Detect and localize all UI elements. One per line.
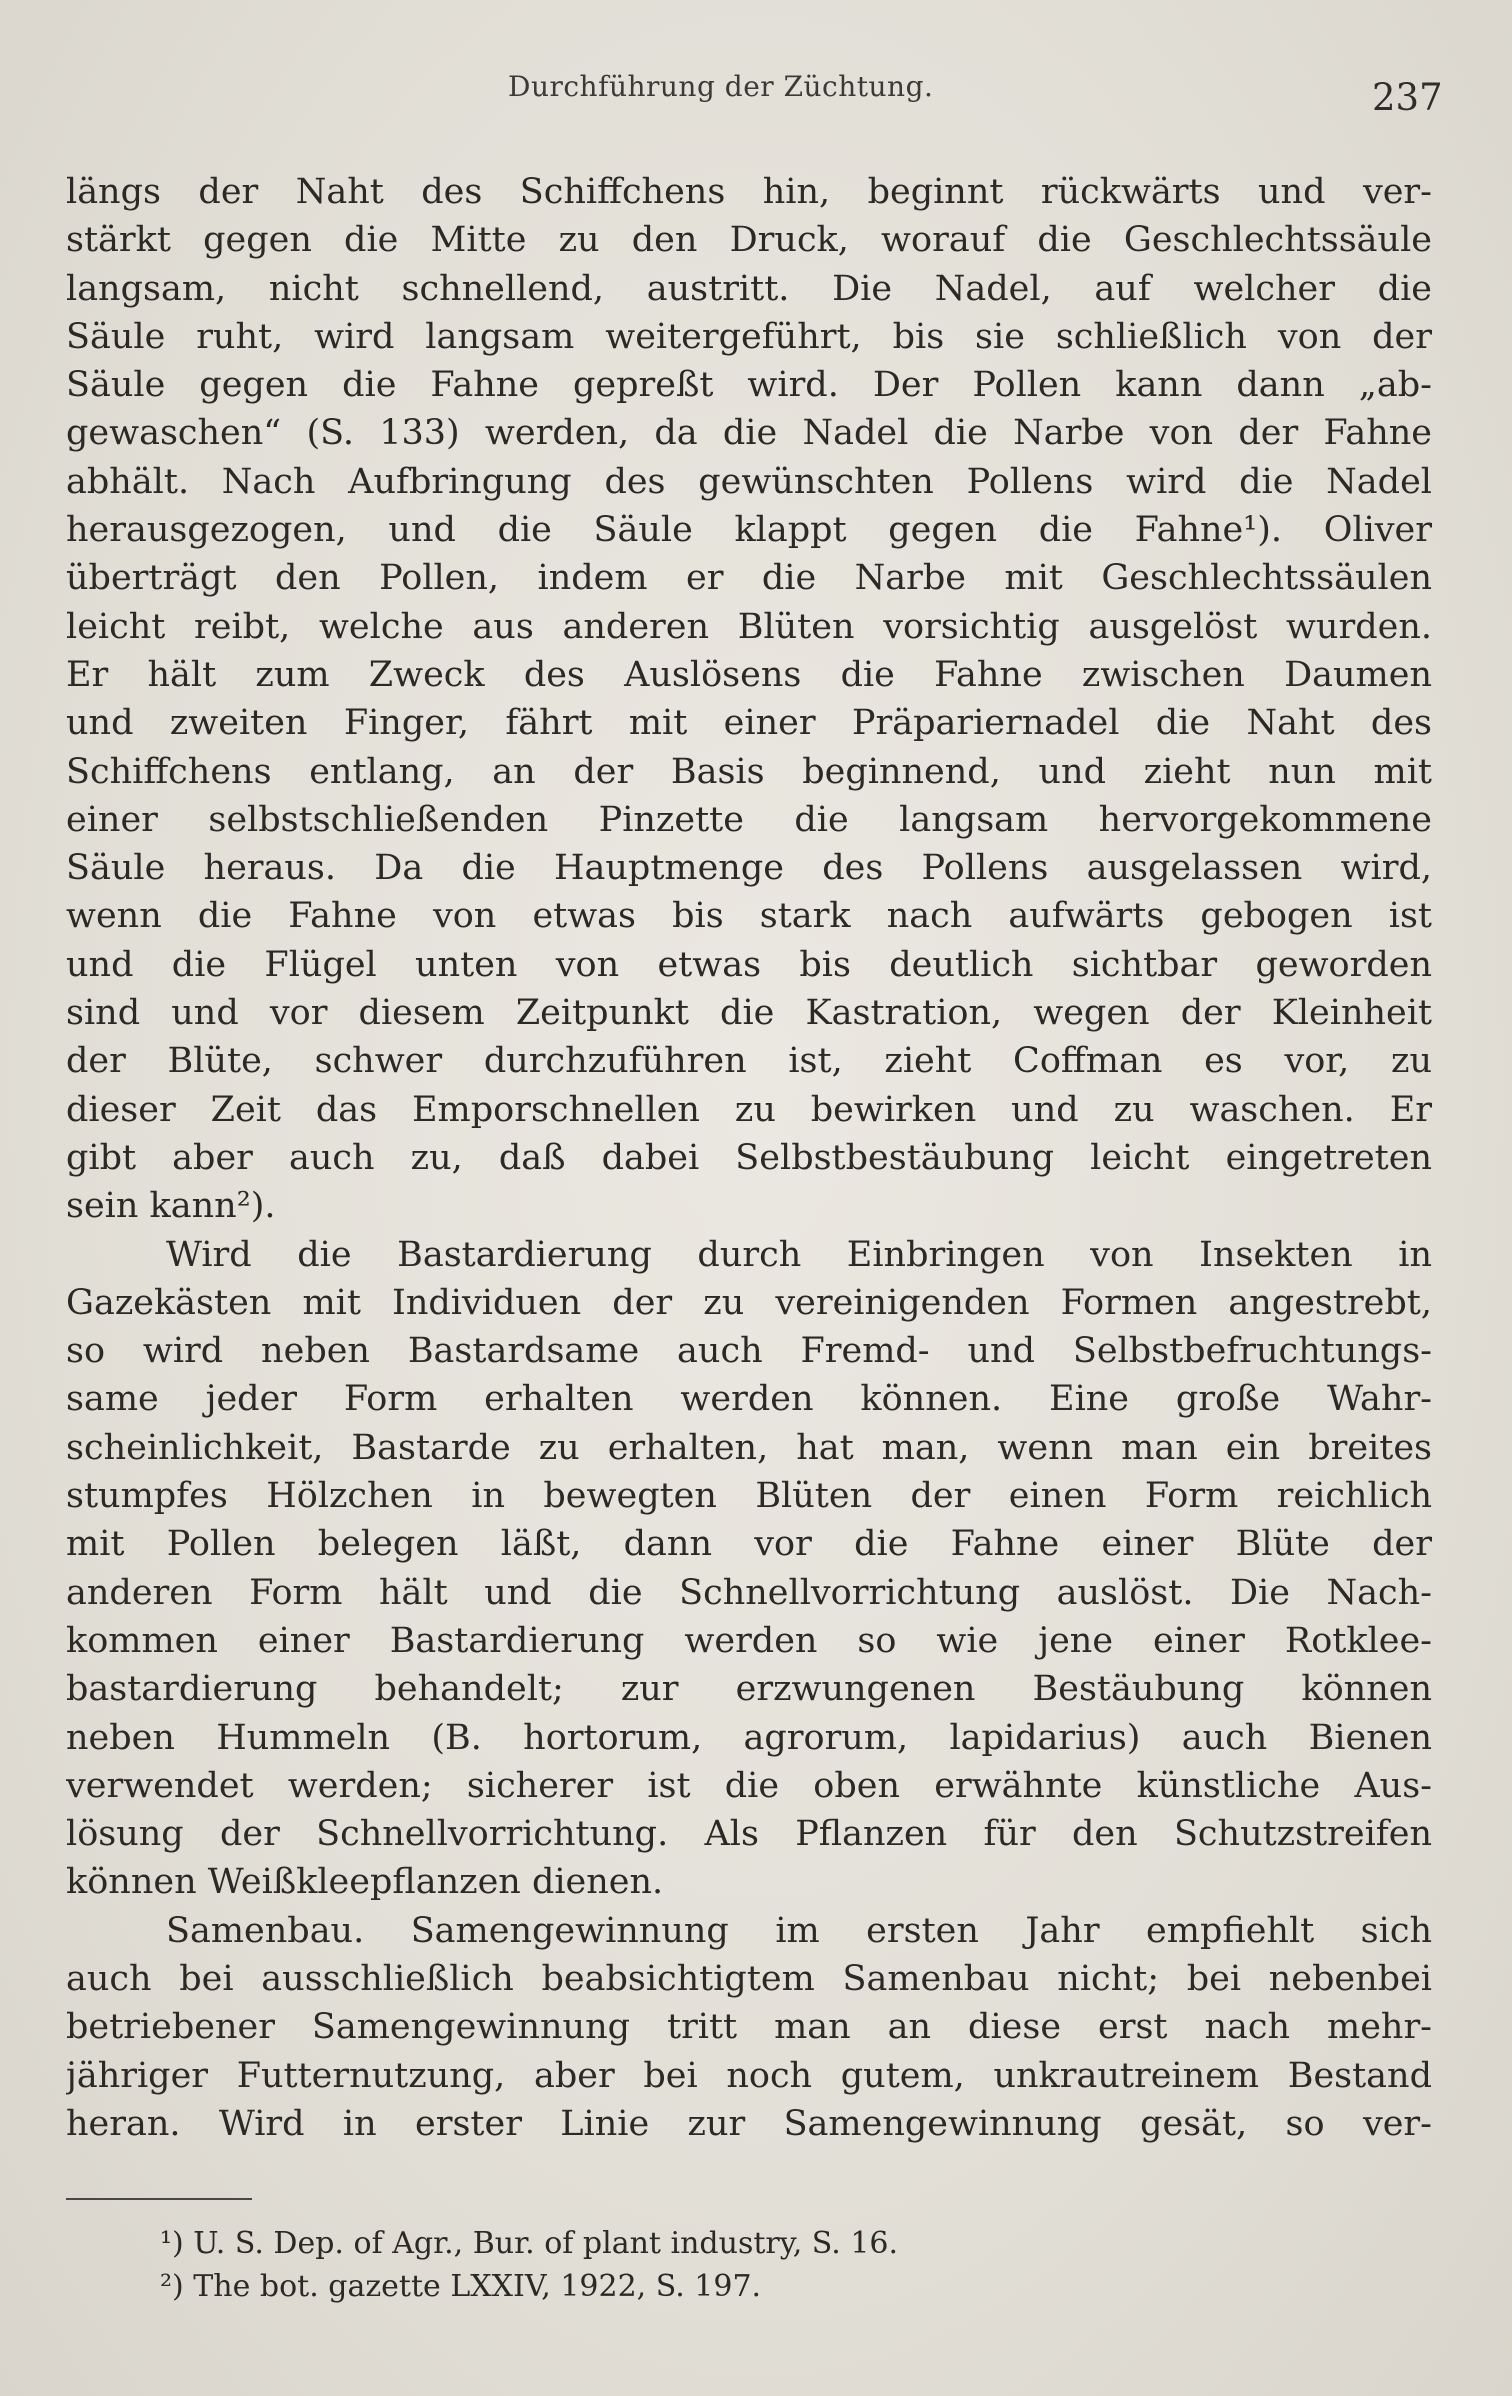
text-line: der Blüte, schwer durchzuführen ist, zieht Coffman es vor, zu (66, 1041, 1432, 1082)
text-line: Wird die Bastardierung durch Einbringen von Insekten in (166, 1234, 1432, 1275)
text-line: Samenbau. Samengewinnung im ersten Jahr empfiehlt sich (166, 1910, 1432, 1951)
text-line: Gazekästen mit Individuen der zu vereinigenden Formen angestrebt, (66, 1282, 1432, 1323)
text-line: neben Hummeln (B. hortorum, agrorum, lapidarius) auch Bienen (66, 1717, 1432, 1758)
text-line: abhält. Nach Aufbringung des gewünschten Pollens wird die Nadel (66, 461, 1432, 502)
text-line: anderen Form hält und die Schnellvorrichtung auslöst. Die Nach- (66, 1572, 1432, 1613)
footnote-2: ²) The bot. gazette LXXIV, 1922, S. 197. (160, 2269, 762, 2304)
text-line: und die Flügel unten von etwas bis deutlich sichtbar geworden (66, 944, 1432, 985)
text-line: verwendet werden; sicherer ist die oben erwähnte künstliche Aus- (66, 1765, 1432, 1806)
text-line: gibt aber auch zu, daß dabei Selbstbestäubung leicht eingetreten (66, 1137, 1432, 1178)
text-line: gewaschen“ (S. 133) werden, da die Nadel die Narbe von der Fahne (66, 413, 1432, 454)
text-line: herausgezogen, und die Säule klappt gegen die Fahne¹). Oliver (66, 510, 1432, 551)
text-line: Er hält zum Zweck des Auslösens die Fahne zwischen Daumen (66, 654, 1432, 695)
running-title: Durchführung der Züchtung. (508, 70, 934, 103)
text-line: überträgt den Pollen, indem er die Narbe mit Geschlechtssäulen (66, 558, 1432, 599)
text-line: Säule ruht, wird langsam weitergeführt, bis sie schließlich von der (66, 316, 1432, 357)
text-line: Säule heraus. Da die Hauptmenge des Pollens ausgelassen wird, (66, 848, 1432, 889)
text-line: sein kann²). (66, 1186, 276, 1227)
page-number: 237 (1372, 76, 1443, 119)
text-line: sind und vor diesem Zeitpunkt die Kastration, wegen der Kleinheit (66, 993, 1432, 1034)
text-line: betriebener Samengewinnung tritt man an diese erst nach mehr- (66, 2007, 1432, 2048)
body-text (66, 168, 1432, 2148)
text-line: wenn die Fahne von etwas bis stark nach aufwärts gebogen ist (66, 896, 1432, 937)
text-line: können Weißkleepflanzen dienen. (66, 1862, 664, 1903)
text-line: bastardierung behandelt; zur erzwungenen Bestäubung können (66, 1669, 1432, 1710)
text-line: Schiffchens entlang, an der Basis beginnend, und zieht nun mit (66, 751, 1432, 792)
text-line: stärkt gegen die Mitte zu den Druck, worauf die Geschlechtssäule (66, 220, 1432, 261)
footnotes (160, 2222, 1160, 2308)
text-line: und zweiten Finger, fährt mit einer Präpariernadel die Naht des (66, 703, 1432, 744)
text-line: einer selbstschließenden Pinzette die langsam hervorgekommene (66, 799, 1432, 840)
text-line: längs der Naht des Schiffchens hin, beginnt rückwärts und ver- (66, 172, 1432, 212)
text-line: heran. Wird in erster Linie zur Samengewinnung gesät, so ver- (66, 2103, 1432, 2144)
text-line: langsam, nicht schnellend, austritt. Die Nadel, auf welcher die (66, 268, 1432, 309)
text-line: leicht reibt, welche aus anderen Blüten vorsichtig ausgelöst wurden. (66, 606, 1432, 647)
text-line: scheinlichkeit, Bastarde zu erhalten, hat man, wenn man ein breites (66, 1427, 1432, 1468)
text-line: lösung der Schnellvorrichtung. Als Pflanzen für den Schutzstreifen (66, 1814, 1432, 1855)
text-line: kommen einer Bastardierung werden so wie jene einer Rotklee- (66, 1620, 1432, 1661)
text-line: jähriger Futternutzung, aber bei noch gutem, unkrautreinem Bestand (66, 2055, 1432, 2096)
footnote-1: ¹) U. S. Dep. of Agr., Bur. of plant industry, S. 16. (160, 2226, 899, 2261)
text-line: mit Pollen belegen läßt, dann vor die Fahne einer Blüte der (66, 1524, 1432, 1565)
footnote-divider (66, 2198, 252, 2200)
text-line: same jeder Form erhalten werden können. Eine große Wahr- (66, 1379, 1432, 1420)
text-line: so wird neben Bastardsame auch Fremd- und Selbstbefruchtungs- (66, 1331, 1432, 1372)
text-line: Säule gegen die Fahne gepreßt wird. Der Pollen kann dann „ab- (66, 365, 1432, 406)
text-line: auch bei ausschließlich beabsichtigtem Samenbau nicht; bei nebenbei (66, 1958, 1432, 1999)
text-line: dieser Zeit das Emporschnellen zu bewirken und zu waschen. Er (66, 1089, 1432, 1130)
text-line: stumpfes Hölzchen in bewegten Blüten der einen Form reichlich (66, 1476, 1432, 1517)
